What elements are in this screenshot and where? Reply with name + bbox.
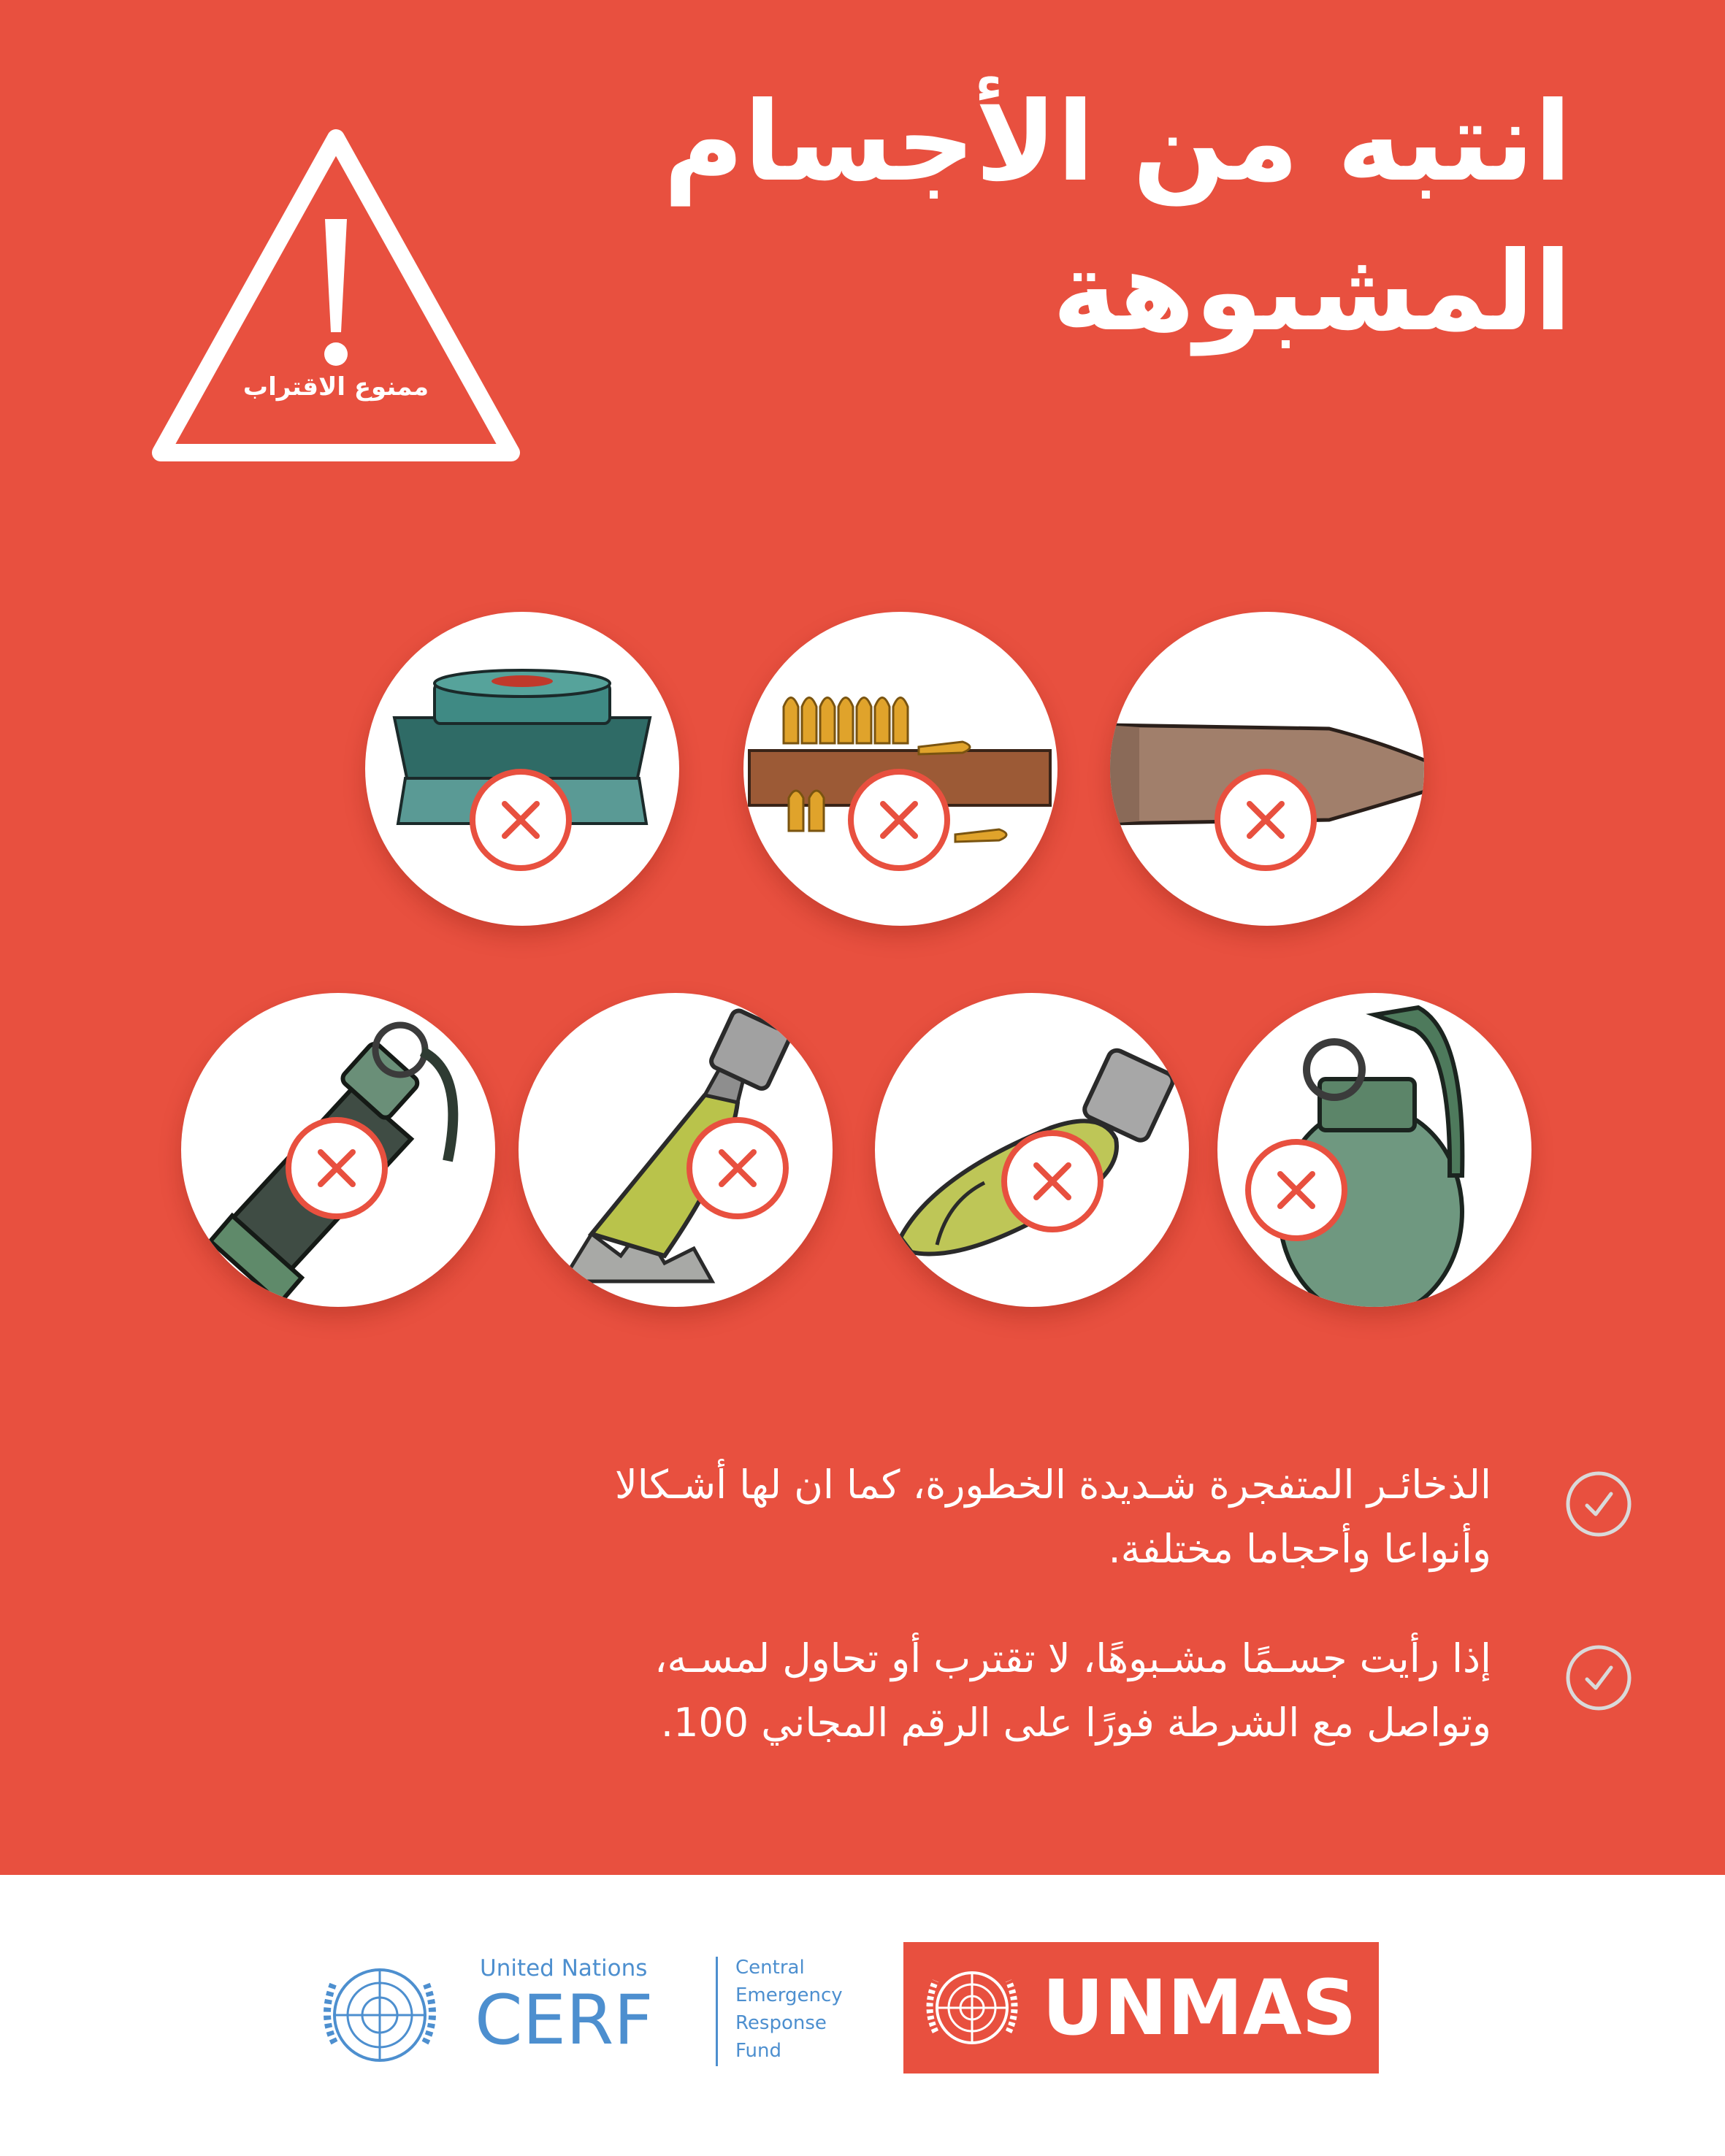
check-icon — [1564, 1469, 1634, 1539]
cerf-name: CERF — [475, 1981, 654, 2060]
un-emblem-icon — [919, 1955, 1025, 2061]
un-emblem-icon — [313, 1948, 448, 2083]
x-icon — [365, 612, 679, 926]
cerf-divider — [716, 1957, 718, 2066]
warning-label: ممنوع الاقتراب — [242, 372, 429, 402]
x-icon — [1110, 612, 1424, 926]
safety-points — [308, 1453, 1491, 1800]
point-item-2 — [308, 1627, 1491, 1755]
x-icon — [519, 993, 833, 1307]
smoke-grenade-disc — [181, 993, 495, 1307]
cerf-fund-line: Emergency — [735, 1984, 843, 2006]
cerf-subtitle: United Nations — [480, 1955, 648, 1982]
point-2-line-1: إذا رأيت جسـمًا مشـبوهًا، لا تقترب أو تحاول لمسـه، — [654, 1635, 1491, 1681]
hand-grenade-disc — [1217, 993, 1531, 1307]
warning-sign — [142, 120, 529, 471]
page-title — [622, 79, 1572, 387]
mortar-shell-disc — [875, 993, 1189, 1307]
check-icon — [1564, 1643, 1634, 1713]
point-1-line-2: وأنواعا وأحجاما مختلفة. — [1108, 1526, 1491, 1572]
landmine-disc — [365, 612, 679, 926]
cerf-fund-line: Response — [735, 2012, 827, 2034]
point-item-1 — [308, 1453, 1491, 1581]
cerf-fund-line: Fund — [735, 2040, 781, 2062]
x-icon — [875, 993, 1189, 1307]
unmas-name: UNMAS — [1042, 1963, 1357, 2052]
title-line-1: انتبه من الأجسام — [663, 79, 1572, 206]
unmas-logo — [903, 1942, 1379, 2073]
cerf-fund-name — [735, 1954, 843, 2065]
projectile-disc — [1110, 612, 1424, 926]
title-line-2: المشبوهة — [1052, 229, 1572, 356]
x-icon — [743, 612, 1057, 926]
point-2-line-2: وتواصل مع الشرطة فورًا على الرقم المجاني 100. — [660, 1700, 1491, 1746]
mortar-in-ground-disc — [519, 993, 833, 1307]
cerf-fund-line: Central — [735, 1957, 805, 1979]
x-icon — [181, 993, 495, 1307]
footer — [0, 1875, 1725, 2156]
point-1-line-1: الذخائـر المتفجرة شـديدة الخطورة، كما ان لها أشـكالا — [614, 1462, 1491, 1508]
x-icon — [1217, 993, 1531, 1307]
ammunition-disc — [743, 612, 1057, 926]
warning-triangle-icon — [142, 120, 529, 471]
